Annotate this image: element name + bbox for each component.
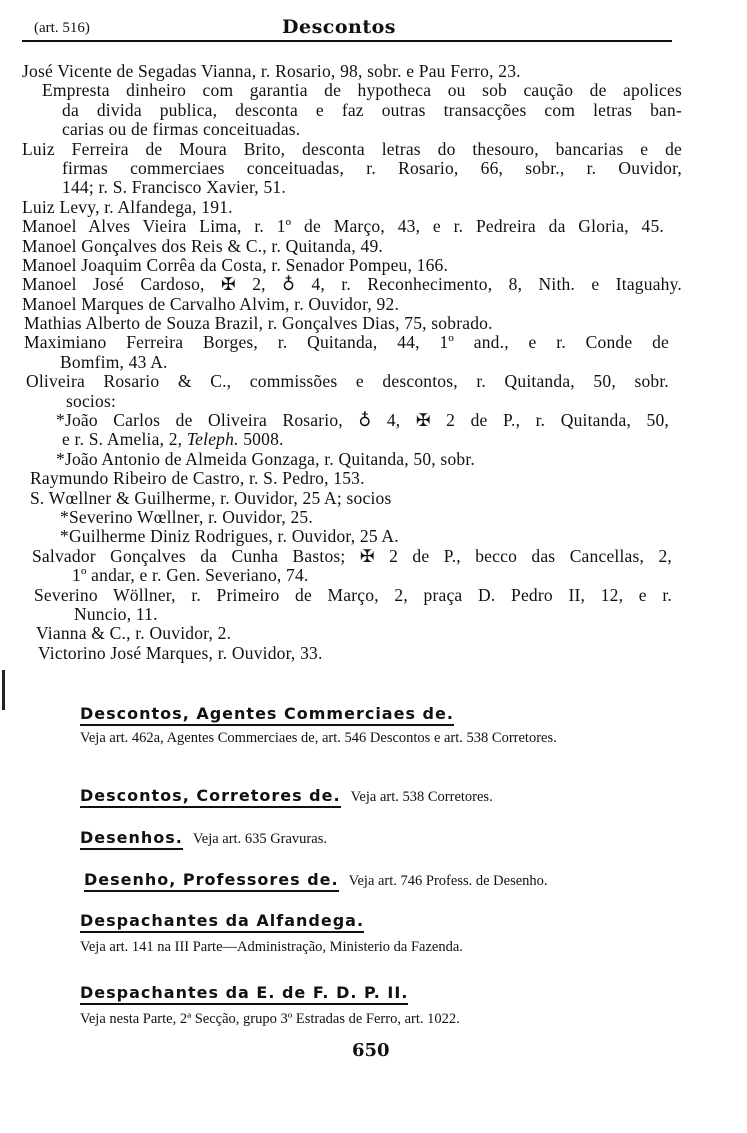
section-text: Veja art. 538 Corretores. [350, 789, 493, 805]
list-item: Severino Wöllner, r. Primeiro de Março, 2, praça D. Pedro II, 12, e r. [34, 585, 672, 605]
list-item-continuation: Nuncio, 11. [74, 603, 158, 624]
section-text: Veja art. 141 na III Parte—Administração, Ministerio da Fazenda. [80, 939, 463, 955]
section-corretores [80, 786, 675, 808]
section-despachantes-efdp2 [80, 983, 675, 1028]
list-item: Manoel Alves Vieira Lima, r. 1º de Março, 43, e r. Pedreira da Gloria, 45. [22, 217, 664, 237]
telephone-label: Teleph. [186, 429, 239, 450]
page-title: Descontos [282, 16, 396, 38]
telephone-number: 5008. [243, 429, 284, 450]
list-item-continuation: 144; r. S. Francisco Xavier, 51. [62, 177, 286, 198]
partner-item: *Severino Wœllner, r. Ouvidor, 25. [60, 506, 313, 527]
section-text: Veja art. 462a, Agentes Commerciaes de, art. 546 Descontos e art. 538 Corretores. [80, 730, 557, 746]
list-item-continuation: firmas commerciaes conceituadas, r. Rosario, 66, sobr., r. Ouvidor, [62, 158, 682, 178]
partner-item: *João Carlos de Oliveira Rosario, ♁ 4, ✠ 2 de P., r. Quitanda, 50, [56, 411, 669, 431]
list-item-continuation: da divida publica, desconta e faz outras transacções com letras ban- [62, 100, 682, 120]
list-item-continuation: carias ou de firmas conceituadas. [62, 119, 301, 140]
list-item: Salvador Gonçalves da Cunha Bastos; ✠ 2 de P., becco das Cancellas, 2, [32, 546, 672, 566]
section-heading: Despachantes da Alfandega. [80, 911, 364, 933]
section-agentes-commerciaes [80, 704, 675, 747]
list-item: Oliveira Rosario & C., commissões e descontos, r. Quitanda, 50, sobr. [26, 372, 669, 392]
list-item: Maximiano Ferreira Borges, r. Quitanda, 44, 1º and., e r. Conde de [24, 333, 669, 353]
list-item: Luiz Ferreira de Moura Brito, desconta letras do thesouro, bancarias e de [22, 139, 682, 159]
list-item: Luiz Levy, r. Alfandega, 191. [22, 196, 233, 217]
list-item: Manoel José Cardoso, ✠ 2, ♁ 4, r. Reconhecimento, 8, Nith. e Itaguahy. [22, 275, 682, 295]
list-item: Mathias Alberto de Souza Brazil, r. Gonçalves Dias, 75, sobrado. [24, 313, 493, 334]
list-item-continuation: socios: [66, 390, 117, 411]
list-item-continuation: Bomfim, 43 A. [60, 351, 168, 372]
section-heading: Despachantes da E. de F. D. P. II. [80, 983, 408, 1005]
list-item: S. Wœllner & Guilherme, r. Ouvidor, 25 A; socios [30, 487, 392, 508]
list-item: Vianna & C., r. Ouvidor, 2. [36, 623, 232, 644]
section-professores-desenho [84, 870, 679, 892]
section-heading: Descontos, Corretores de. [80, 786, 341, 808]
section-despachantes-alfandega [80, 911, 675, 956]
list-item: Manoel Gonçalves dos Reis & C., r. Quitanda, 49. [22, 235, 384, 256]
section-desenhos [80, 828, 675, 850]
section-heading: Desenho, Professores de. [84, 870, 339, 892]
directory-list [0, 62, 747, 663]
list-item-continuation [62, 430, 747, 449]
partner-item: *João Antonio de Almeida Gonzaga, r. Quitanda, 50, sobr. [56, 448, 475, 469]
article-reference: (art. 516) [34, 20, 90, 36]
list-item: Manoel Joaquim Corrêa da Costa, r. Senador Pompeu, 166. [22, 254, 449, 275]
running-header [22, 14, 672, 42]
list-item: Victorino José Marques, r. Ouvidor, 33. [38, 642, 323, 663]
list-item-continuation: Empresta dinheiro com garantia de hypotheca ou sob caução de apolices [42, 81, 682, 101]
section-text: Veja art. 635 Gravuras. [192, 831, 327, 847]
list-item: José Vicente de Segadas Vianna, r. Rosario, 98, sobr. e Pau Ferro, 23. [22, 61, 521, 81]
scan-edge-mark [2, 670, 5, 710]
list-item: Raymundo Ribeiro de Castro, r. S. Pedro, 153. [30, 468, 365, 489]
page-number: 650 [352, 1040, 390, 1061]
section-heading: Desenhos. [80, 828, 183, 850]
list-item-continuation: 1º andar, e r. Gen. Severiano, 74. [72, 565, 309, 586]
address-text: e r. S. Amelia, 2, [62, 429, 183, 450]
section-text: Veja nesta Parte, 2ª Secção, grupo 3º Estradas de Ferro, art. 1022. [80, 1011, 460, 1027]
list-item: Manoel Marques de Carvalho Alvim, r. Ouvidor, 92. [22, 293, 400, 314]
section-text: Veja art. 746 Profess. de Desenho. [348, 873, 548, 889]
partner-item: *Guilherme Diniz Rodrigues, r. Ouvidor, 25 A. [60, 526, 399, 547]
section-heading: Descontos, Agentes Commerciaes de. [80, 704, 454, 726]
